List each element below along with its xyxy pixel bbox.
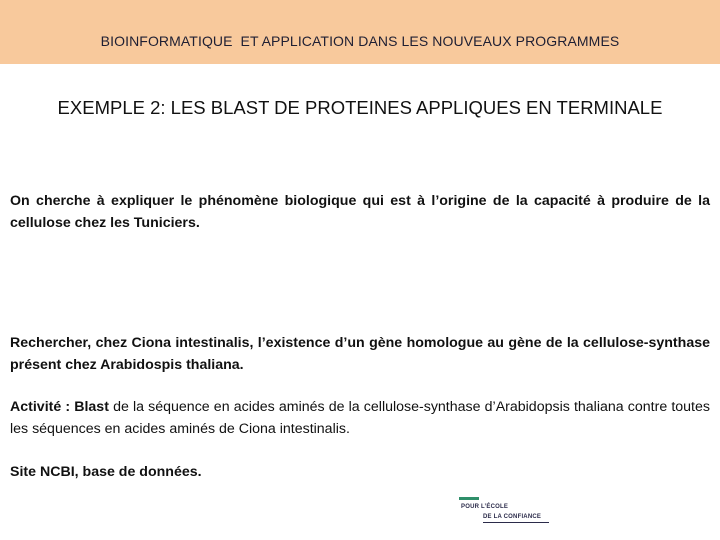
- logo-accent-bar: [459, 497, 479, 500]
- logo-line-1: POUR L’ÉCOLE: [461, 504, 509, 510]
- research-instruction: Rechercher, chez Ciona intestinalis, l’existence d’un gène homologue au gène de la cellulose-synthase présent chez Arabidospis thaliana.: [10, 335, 710, 373]
- header-title: BIOINFORMATIQUE ET APPLICATION DANS LES NOUVEAUX PROGRAMMES: [100, 33, 620, 49]
- blast-keyword: Blast: [74, 399, 109, 415]
- activity-paragraph: [10, 397, 710, 440]
- logo-underline: [483, 522, 549, 523]
- resource-note: Site NCBI, base de données.: [10, 464, 202, 480]
- activity-description: de la séquence en acides aminés de la cellulose-synthase d’Arabidopsis thaliana contre toutes les séquences en acides aminés de Ciona intestinalis.: [10, 399, 710, 437]
- problem-statement: On cherche à expliquer le phénomène biologique qui est à l’origine de la capacité à produire de la cellulose chez les Tuniciers.: [10, 193, 710, 231]
- slide-title: EXEMPLE 2: LES BLAST DE PROTEINES APPLIQUES EN TERMINALE: [57, 97, 663, 118]
- logo-line-2: DE LA CONFIANCE: [483, 514, 542, 520]
- activity-label: Activité :: [10, 399, 75, 415]
- ecole-confiance-logo: [459, 497, 559, 531]
- header-band: [0, 0, 720, 64]
